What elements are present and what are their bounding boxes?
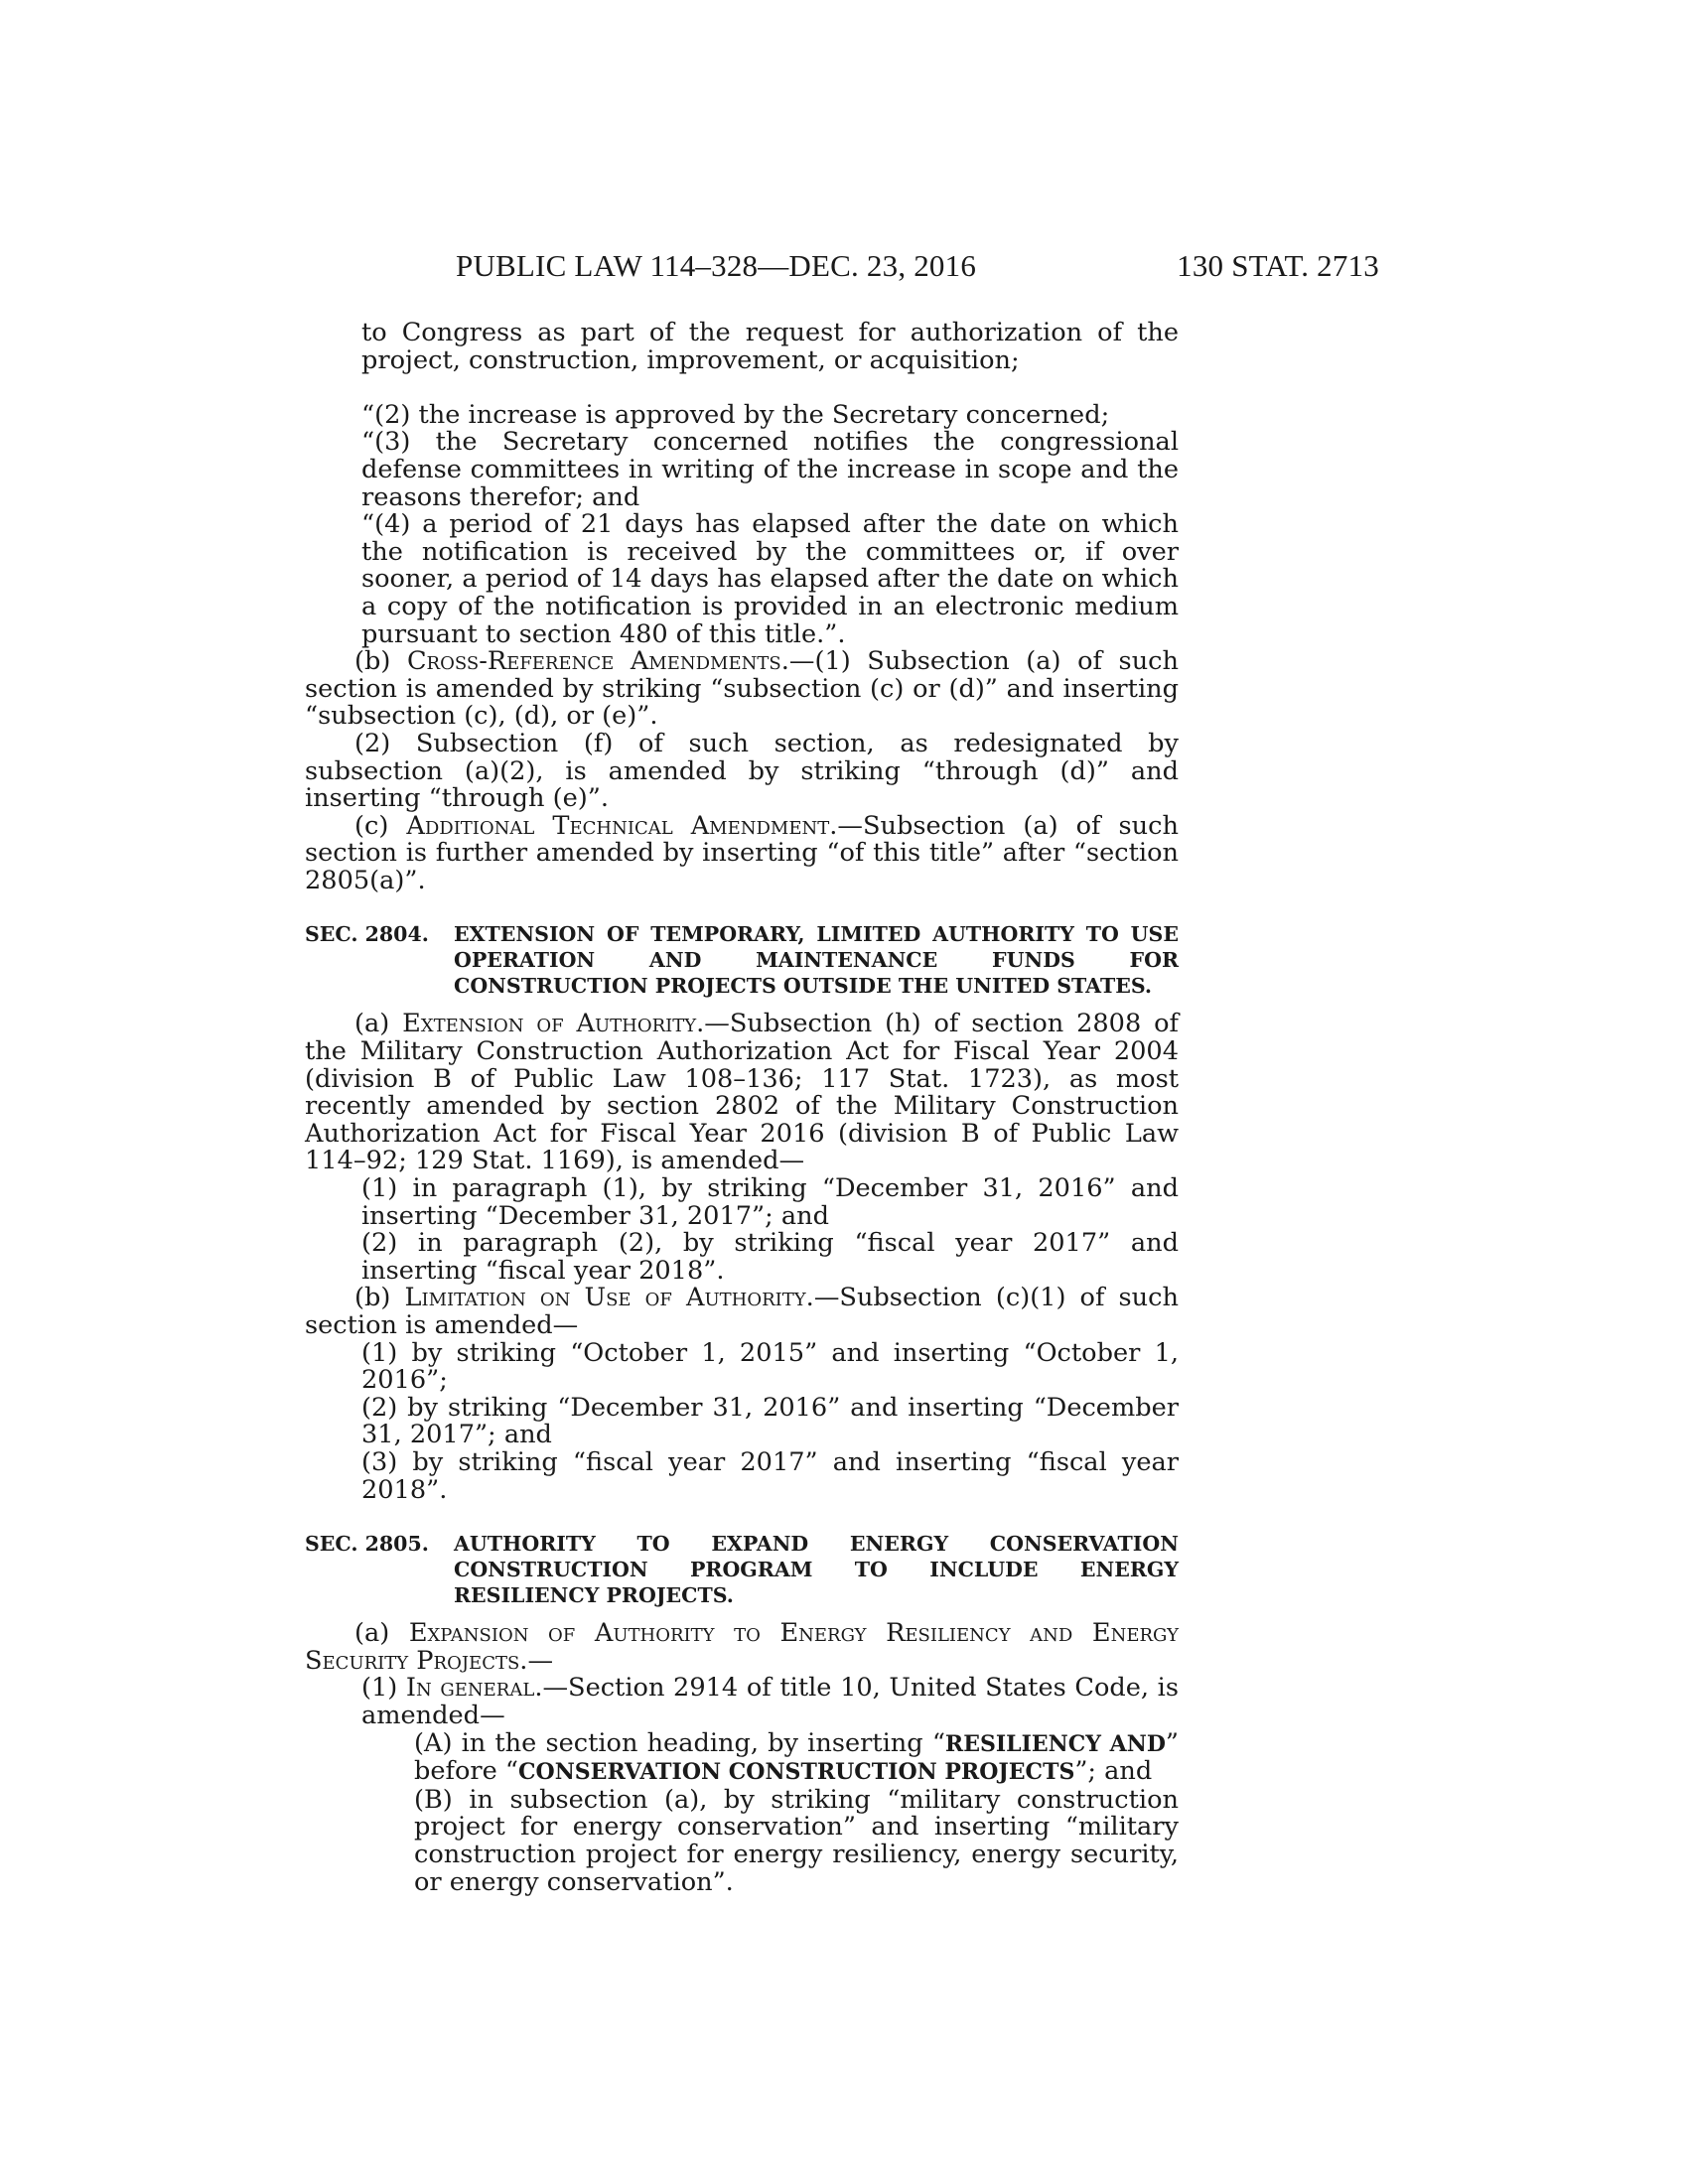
paragraph-heading: Additional Technical Amendment. [406, 810, 838, 841]
paragraph-heading: Limitation on Use of Authority. [404, 1283, 814, 1313]
bold-heading-text: CONSERVATION CONSTRUCTION PROJECTS [518, 1759, 1075, 1786]
paragraph-lead: (b) [354, 646, 407, 677]
paragraph-text: —(1) Subsection (a) of such section is amended by striking “subsection (c) or (d)” and inserting “subsection (c), (d), or (e)”. [305, 646, 1179, 732]
paragraph: (1) in paragraph (1), by striking “December 31, 2016” and inserting “December 31, 2017”; and [361, 1173, 1179, 1231]
paragraph [305, 648, 1179, 731]
section-number: SEC. 2804. [305, 922, 429, 947]
paragraph-text: “(2) the increase is approved by the Secretary concerned; [361, 399, 1110, 430]
paragraph: (2) Subsection (f) of such section, as redesignated by subsection (a)(2), is amended by striking “through (d)” and inserting “through (e)”. [305, 728, 1179, 814]
section-title: AUTHORITY TO EXPAND ENERGY CONSERVATION CONSTRUCTION PROGRAM TO INCLUDE ENERGY RESILIENCY PROJECTS. [454, 1532, 1179, 1608]
paragraph-heading: Cross-Reference Amendments. [406, 646, 789, 677]
paragraph [305, 1620, 1179, 1675]
paragraph-lead: (c) [354, 810, 407, 841]
paragraph-lead: (a) [354, 1618, 409, 1649]
paragraph-heading: In general. [405, 1673, 543, 1704]
paragraph-text: (A) in the section heading, by inserting “ [414, 1727, 945, 1758]
paragraph-lead: (a) [354, 1009, 403, 1039]
section-title: EXTENSION OF TEMPORARY, LIMITED AUTHORITY TO USE OPERATION AND MAINTENANCE FUNDS FOR CONSTRUCTION PROJECTS OUTSIDE THE UNITED STATES. [454, 922, 1179, 999]
paragraph: (2) by striking “December 31, 2016” and inserting “December 31, 2017”; and [361, 1392, 1179, 1450]
paragraph-heading: Extension of Authority. [402, 1009, 705, 1039]
spacer [305, 894, 1179, 921]
paragraph [305, 1285, 1179, 1339]
paragraph-text: —Subsection (a) of such section is further amended by inserting “of this title” after “section 2805(a)”. [305, 810, 1179, 895]
paragraph-text: —Subsection (h) of section 2808 of the Military Construction Authorization Act for Fiscal Year 2004 (division B of Public Law 108–136; 117 Stat. 1723), as most recently amended by section 2802 of the Military Construction Authorization Act for Fiscal Year 2016 (division B of Public Law 114–92; 129 Stat. 1169), is amended— [305, 1009, 1179, 1176]
paragraph-text: —Section 2914 of title 10, United States Code, is amended— [361, 1673, 1179, 1730]
paragraph-text: “(4) a period of 21 days has elapsed after the date on which the notification is received by the committees or, if over sooner, a period of 14 days has elapsed after the date on which a copy of the notification is provided in an electronic medium pursuant to section 480 of this title.”. [361, 509, 1179, 649]
paragraph [361, 429, 1179, 511]
running-head-page-ref: 130 STAT. 2713 [1177, 248, 1379, 283]
paragraph [305, 810, 1179, 895]
spacer [305, 1504, 1179, 1531]
paragraph-text: ”; and [1074, 1756, 1153, 1787]
paragraph [361, 511, 1179, 648]
paragraph: (2) in paragraph (2), by striking “fiscal year 2017” and inserting “fiscal year 2018”. [361, 1228, 1179, 1286]
paragraph-text: “(3) the Secretary concerned notifies the congressional defense committees in writing of the increase in scope and the reasons therefor; and [361, 427, 1179, 512]
section-heading-2805 [305, 1531, 1179, 1608]
paragraph: (B) in subsection (a), by striking “military construction project for energy conservation” and inserting “military construction project for energy resiliency, energy security, or energy conservation”. [414, 1784, 1179, 1897]
section-number: SEC. 2805. [305, 1532, 429, 1557]
paragraph [361, 1675, 1179, 1729]
running-head [456, 248, 1379, 288]
bold-heading-text: RESILIENCY AND [944, 1730, 1166, 1757]
paragraph: (3) by striking “fiscal year 2017” and inserting “fiscal year 2018”. [361, 1446, 1179, 1505]
paragraph [305, 1011, 1179, 1175]
paragraph-lead: (1) [361, 1673, 406, 1704]
paragraph: to Congress as part of the request for authorization of the project, construction, improvement, or acquisition; [361, 318, 1179, 375]
paragraph-heading: Expansion of Authority to Energy Resiliency and Energy Security Projects. [305, 1618, 1179, 1676]
section-heading-2804 [305, 921, 1179, 999]
paragraph-text: —Subsection (c)(1) of such section is amended— [305, 1283, 1179, 1340]
paragraph [361, 374, 1179, 429]
paragraph [414, 1727, 1180, 1787]
running-head-title: PUBLIC LAW 114–328—DEC. 23, 2016 [456, 248, 977, 283]
paragraph: (1) by striking “October 1, 2015” and inserting “October 1, 2016”; [361, 1337, 1179, 1396]
statute-text [305, 320, 1179, 1896]
paragraph-text: — [527, 1645, 554, 1676]
paragraph-text: ” before “ [414, 1727, 1180, 1787]
paragraph-lead: (b) [354, 1283, 405, 1313]
